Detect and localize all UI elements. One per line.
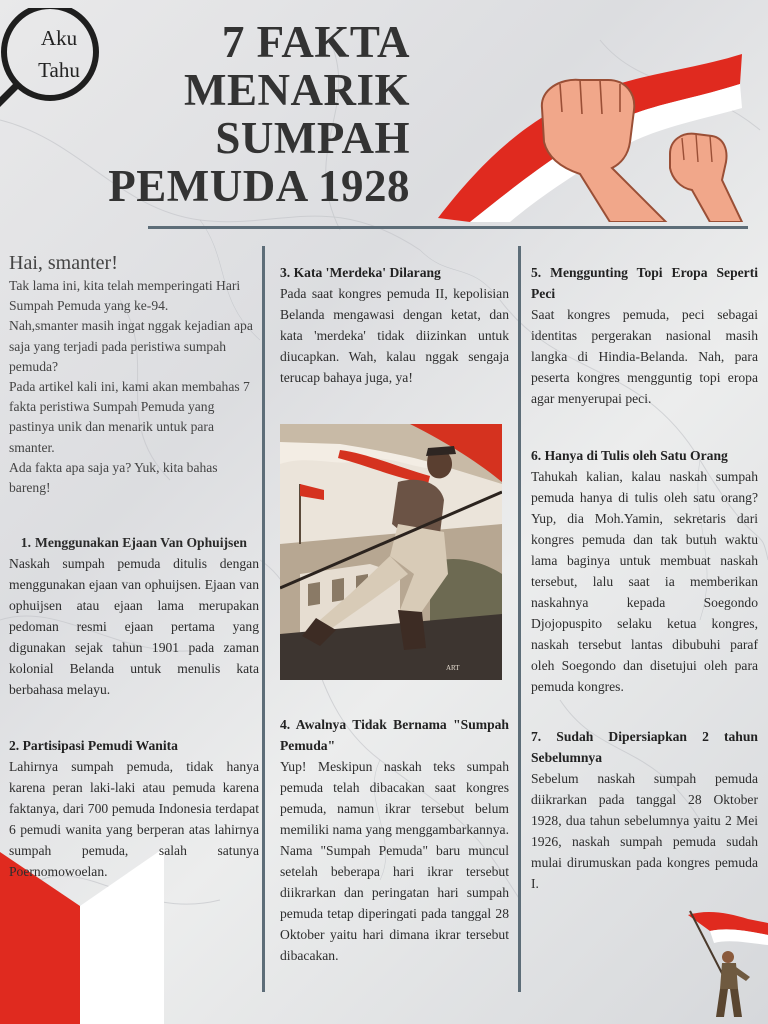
fact-3-title: 3. Kata 'Merdeka' Dilarang [280,265,441,280]
youth-with-bamboo-spear-illustration [280,424,502,680]
title-line-1: 7 FAKTA [221,17,410,67]
title-line-2: MENARIK [184,65,410,115]
fact-7-body: Sebelum naskah sumpah pemuda diikrarkan pada tanggal 28 Oktober 1928, dua tahun sebelumnya yaitu 2 Mei 1926, naskah sumpah pemuda sudah mulai dirumuskan pada kongres pemuda I. [531,771,758,891]
fact-3-body: Pada saat kongres pemuda II, kepolisian Belanda mengawasi dengan ketat, dan kata 'merdeka' tidak diizinkan untuk diucapkan. Wah, kalau nggak sengaja terucap bahaya juga, ya! [280,286,509,385]
fact-4-body: Yup! Meskipun naskah teks sumpah pemuda telah dibacakan saat kongres pemuda, namun ikrar tersebut belum memiliki nama yang menggambarkannya. Nama "Sumpah Pemuda" baru muncul setelah beberapa hari ikrar tersebut diikrarkan dan peringatan hari sumpah pemuda tetap diperingati pada tanggal 28 Oktober yaitu hari dimana ikrar tersebut dibacakan. [280,759,509,963]
fact-7-title: 7. Sudah Dipersiapkan 2 tahun Sebelumnya [531,729,758,765]
intro-paragraph-4: Ada fakta apa saja ya? Yuk, kita bahas bareng! [9,459,218,496]
column-left [9,250,259,882]
raised-fists-flag-illustration [430,50,750,222]
title-line-4: PEMUDA 1928 [108,161,410,211]
fact-4-title: 4. Awalnya Tidak Bernama "Sumpah Pemuda" [280,717,509,753]
svg-text:ART: ART [446,664,460,672]
fact-2-body: Lahirnya sumpah pemuda, tidak hanya karena peran laki-laki atau pemuda karena faktanya, dari 700 pemuda Indonesia terdapat 6 pemudi wanita yang berperan atas lahirnya sumpah pemuda, salah satunya Poernomowoelan. [9,759,259,880]
fact-1-number: 1. [20,535,31,551]
intro-paragraph-2: Nah,smanter masih ingat nggak kejadian apa saja yang terjadi pada peristiwa sumpah pemuda? [9,318,253,374]
badge-line-2: Tahu [38,58,80,82]
column-divider-1 [262,246,265,992]
greeting: Hai, smanter! [9,252,118,274]
badge-line-1: Aku [40,26,78,50]
fact-5-body: Saat kongres pemuda, peci sebagai identitas pergerakan nasional masih langka di Hindia-Belanda. Nah, para peserta kongres mengguntig topi eropa agar menyerupai peci. [531,307,758,406]
fact-1-body: Naskah sumpah pemuda ditulis dengan menggunakan ejaan van ophuijsen. Ejaan van ophuijsen atau ejaan lama merupakan pedoman resmi ejaan pertama yang digunakan sejak tahun 1901 pada zaman kolonial Belanda untuk menulis kata berbahasa melayu. [9,556,259,698]
fact-6-body: Tahukah kalian, kalau naskah sumpah pemuda hanya di tulis oleh satu orang? Yup, dia Moh.Yamin, sekretaris dari kongres pemuda dan tak butuh waktu lama baginya untuk membuat naskah tersebut, lalu saat ia memberikan naskahnya kepada Soegondo Djojopuspito selaku ketua kongres, naskah tersebut lantas dibubuhi paraf oleh Soegondo dan disetujui oleh para pemuda kongres. [531,469,758,694]
column-divider-2 [518,246,521,992]
column-right [531,262,758,894]
title-line-3: SUMPAH [215,113,410,163]
fact-1-heading [9,532,259,553]
header-divider [148,226,748,229]
fact-6-title: 6. Hanya di Tulis oleh Satu Orang [531,448,728,463]
fact-5-title: 5. Menggunting Topi Eropa Seperti Peci [531,265,758,301]
intro-paragraph-1: Tak lama ini, kita telah memperingati Hari Sumpah Pemuda yang ke-94. [9,278,241,314]
column-middle [280,262,509,388]
page-title [108,18,410,210]
intro-paragraph-3: Pada artikel kali ini, kami akan membahas 7 fakta peristiwa Sumpah Pemuda yang pastinya unik dan menarik untuk para smanter. [9,379,250,455]
fact-2-title: 2. Partisipasi Pemudi Wanita [9,738,178,754]
fact-1-title: Menggunakan Ejaan Van Ophuijsen [35,535,247,551]
column-middle-lower [280,714,509,966]
intro-text [9,276,259,498]
soldier-with-flag-illustration [688,905,768,1024]
badge-label [28,22,90,86]
